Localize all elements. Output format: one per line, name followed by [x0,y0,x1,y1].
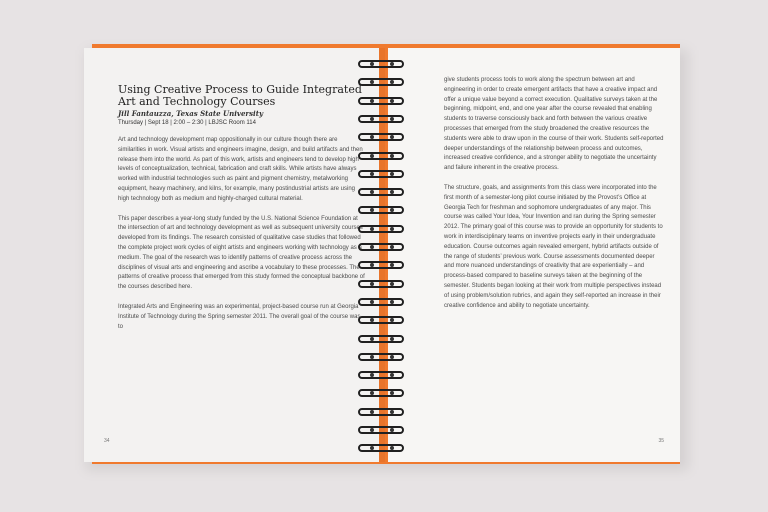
coil-wire [358,261,404,269]
spiral-coil [356,353,408,363]
spiral-coil [356,115,408,125]
left-page-number: 34 [104,438,110,444]
left-paragraph-3: Integrated Arts and Engineering was an experimental, project-based course run at Georgia Institute of Technology during the Spring semester 2011. The overall goal of the course was to [118,303,361,330]
spiral-coil [356,170,408,180]
coil-wire [358,188,404,196]
coil-wire [358,371,404,379]
coil-wire [358,225,404,233]
spiral-coil [356,78,408,88]
coil-wire [358,115,404,123]
coil-wire [358,133,404,141]
spiral-coil [356,152,408,162]
right-page [388,48,680,462]
coil-wire [358,316,404,324]
spiral-coil [356,60,408,70]
coil-wire [358,389,404,397]
spiral-coil [356,133,408,143]
coil-wire [358,152,404,160]
left-paragraph-2: This paper describes a year-long study funded by the U.S. National Science Foundation at the intersection of art and technology development as well as subsequent university courses developed from its findings. The research consisted of qualitative case studies that followed the complete project work cycles of eight artists and engineers working with technology as a medium. The goal of the research was to identify patterns of creative process across the disciplines of visual arts and engineering and ascribe a vocabulary to these processes. The patterns of creative process that emerged from this study formed the conceptual backbone of the courses described here. [118,215,365,291]
coil-wire [358,280,404,288]
right-page-number: 35 [658,438,664,444]
spiral-coil [356,225,408,235]
spiral-coil [356,408,408,418]
right-page-content [444,76,664,311]
spiral-coil [356,206,408,216]
coil-wire [358,60,404,68]
coil-wire [358,97,404,105]
left-page-content [118,84,366,332]
coil-wire [358,408,404,416]
spiral-coil [356,188,408,198]
right-paragraph-1: give students process tools to work along the spectrum between art and engineering in order to create emergent artifacts that have a creative impact and offer a unique value beyond a correct execution. Qualitative surveys taken at the beginning, midpoint, end, and one year after the course revealed that enabling students to traverse consciously back and forth between the various creative processes that emerged from the study broadened the creative resources the students were able to draw upon in the course of their work. Students self-reported deeper understandings of the relationship between process and outcomes, increased creative confidence, and a stronger ability to negotiate the uncertainty and failure inherent in the creative process. [444,77,664,172]
spiral-coil [356,280,408,290]
coil-wire [358,426,404,434]
left-page [84,48,384,462]
spiral-coil [356,261,408,271]
coil-wire [358,243,404,251]
spiral-coil [356,243,408,253]
spiral-coil [356,97,408,107]
left-paragraph-1: Art and technology development map oppositionally in our culture though there are similarities in work. Visual artists and engineers imagine, design, and build artifacts and then release them into the world. As part of this work, artists and engineers tend to develop high levels of conceptualization, technical, fabrication and craft skills. While artists have always worked with industrial technologies such as paint and pigment chemistry, metalworking equipment, heavy machinery, and kilns, for example, many postindustrial artists are using high technology both as medium and highly-charged cultural material. [118,137,363,202]
coil-wire [358,444,404,452]
session-info: Thursday | Sept 18 | 2:00 – 2:30 | LBJSC Room 114 [118,120,256,126]
spiral-coil [356,426,408,436]
coil-wire [358,78,404,86]
article-author: Jill Fantauzza, Texas State University [118,109,264,118]
spiral-coil [356,371,408,381]
coil-wire [358,206,404,214]
coil-wire [358,298,404,306]
spiral-coil [356,298,408,308]
spiral-binding [356,52,408,462]
right-paragraph-2: The structure, goals, and assignments from this class were incorporated into the first month of a semester-long pilot course initiated by the Provost’s Office at Georgia Tech for freshman and sophomore undergraduates of any major. This course was called Your Idea, Your Invention and ran during the Spring semester 2012. The primary goal of this course was to provide an opportunity for students to work in interdisciplinary teams on inventive projects early in their undergraduate education. Course outcomes again revealed emergent, hybrid artifacts outside of the range of students’ previous work. Course assessments documented deeper and more nuanced understandings of creativity that are experientially – and process-based compared to baseline surveys taken at the beginning of the semester. Students began looking at their work from multiple perspectives instead of using problem/solution rubrics, and again they self-reported an increase in their creative confidence and ability to negotiate uncertainty. [444,184,663,309]
coil-wire [358,335,404,343]
spiral-coil [356,316,408,326]
coil-wire [358,170,404,178]
spiral-coil [356,444,408,454]
coil-wire [358,353,404,361]
article-title: Using Creative Process to Guide Integrated Art and Technology Courses [118,83,362,108]
spiral-coil [356,389,408,399]
spiral-coil [356,335,408,345]
